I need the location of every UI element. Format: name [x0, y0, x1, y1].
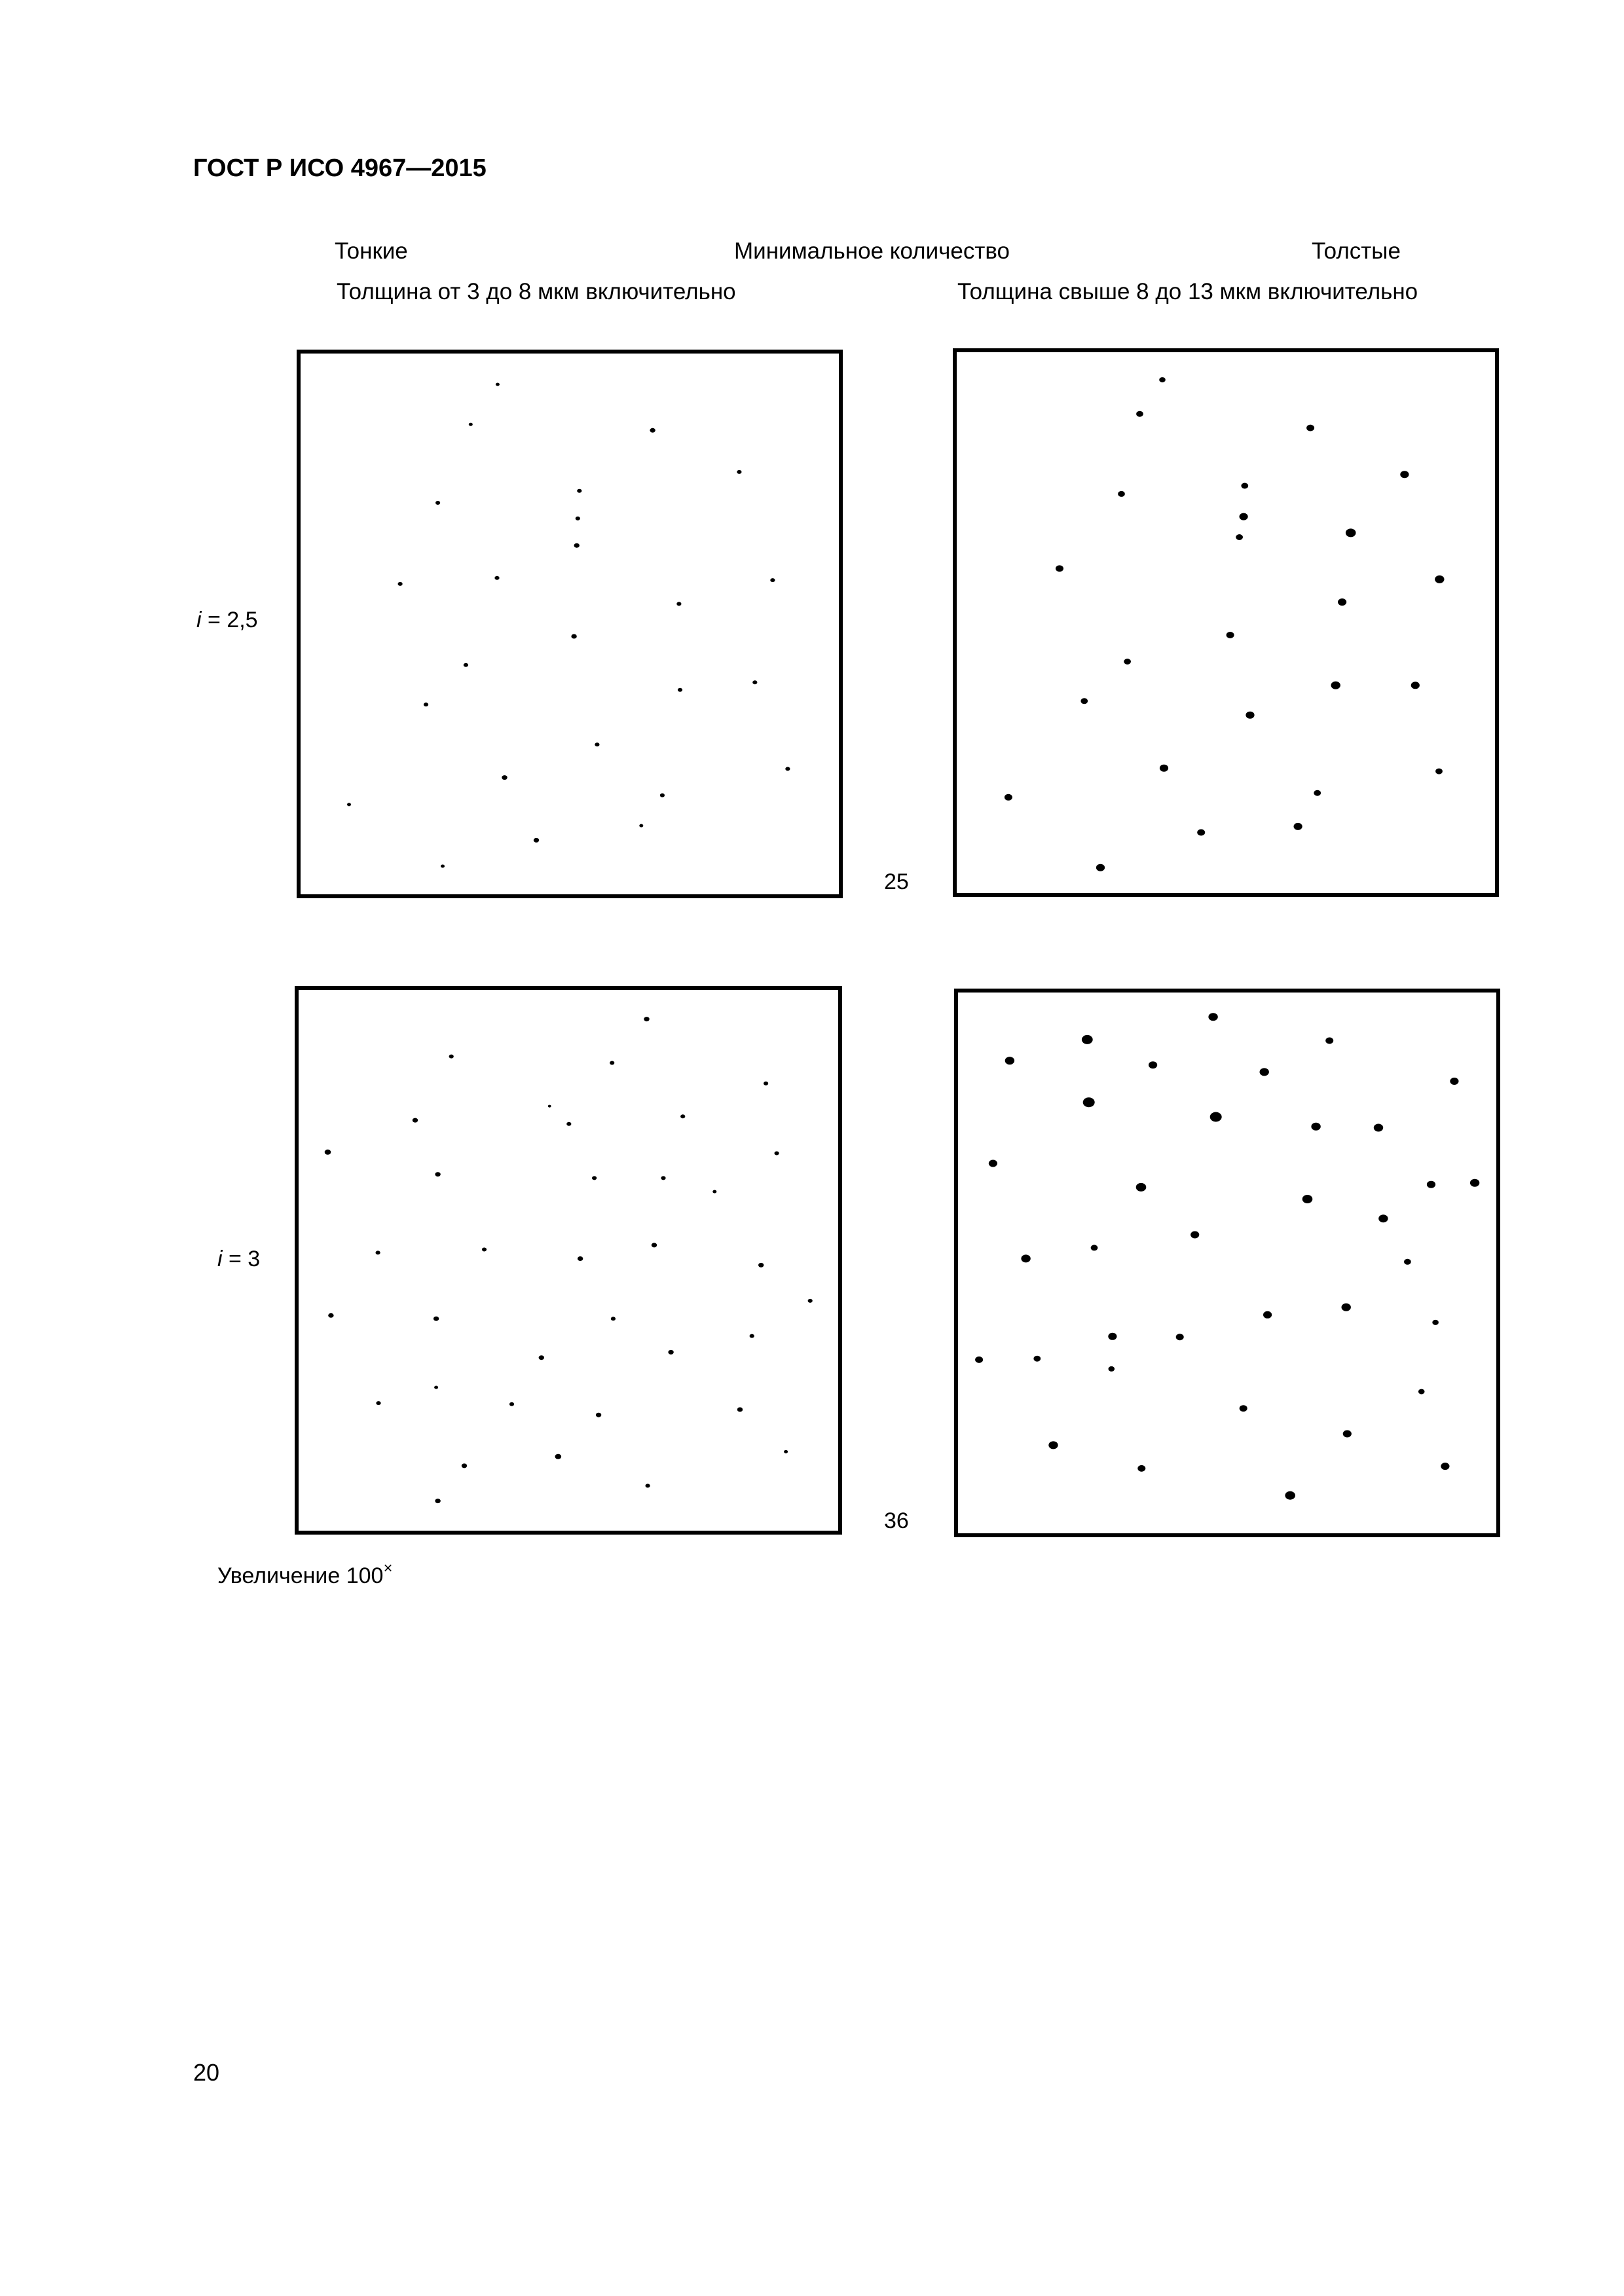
inclusion-dot [737, 470, 741, 474]
magnification-note [217, 1559, 393, 1588]
inclusion-dot [712, 1190, 716, 1194]
inclusion-dot [1109, 1366, 1115, 1372]
inclusion-dot [750, 1334, 754, 1338]
inclusion-dot [1374, 1124, 1383, 1132]
inclusion-dot [652, 1243, 657, 1247]
inclusion-dot [1118, 491, 1125, 497]
inclusion-dot [1263, 1311, 1272, 1319]
inclusion-dot [462, 1463, 467, 1468]
inclusion-dot [398, 582, 403, 586]
inclusion-dot [496, 383, 500, 386]
inclusion-dot [1302, 1195, 1313, 1203]
inclusion-dot [611, 1317, 616, 1321]
inclusion-dot [1470, 1179, 1479, 1187]
inclusion-dot [1311, 1123, 1320, 1131]
inclusion-dot [576, 517, 580, 520]
inclusion-dot [1427, 1181, 1435, 1188]
inclusion-dot [989, 1160, 997, 1167]
inclusion-dot [469, 423, 473, 426]
inclusion-dot [1056, 565, 1063, 572]
inclusion-dot [502, 775, 507, 780]
inclusion-dot [1149, 1061, 1157, 1068]
inclusion-dot [566, 1122, 571, 1126]
inclusion-dot [574, 543, 580, 548]
inclusion-dot [1435, 769, 1443, 774]
inclusion-dot [482, 1248, 487, 1252]
inclusion-dot [595, 742, 599, 746]
inclusion-dot [1411, 682, 1420, 689]
inclusion-dot [1005, 1057, 1014, 1065]
thin-label: Тонкие [335, 238, 408, 264]
min-count-label: Минимальное количество [734, 238, 1010, 264]
min-count-row-1: 25 [884, 869, 909, 894]
inclusion-dot [737, 1408, 743, 1412]
thick-label: Толстые [1312, 238, 1401, 264]
inclusion-dot [1325, 1038, 1333, 1044]
inclusion-dot [784, 1450, 788, 1453]
inclusions-plot [301, 354, 839, 894]
inclusion-dot [1021, 1254, 1030, 1262]
inclusion-dot [435, 1499, 440, 1503]
inclusion-dot [376, 1250, 380, 1254]
inclusions-plot [957, 352, 1495, 893]
index-label-row-2 [217, 1248, 260, 1270]
inclusion-dot [1005, 794, 1012, 801]
inclusion-dot [534, 838, 539, 843]
inclusion-dot [1260, 1068, 1269, 1076]
inclusion-dot [1404, 1259, 1411, 1265]
inclusion-dot [1306, 425, 1314, 431]
index-value: = 3 [222, 1247, 261, 1271]
inclusion-dot [1096, 864, 1105, 871]
inclusion-dot [1246, 712, 1254, 719]
inclusion-dot [661, 1176, 665, 1180]
inclusion-dot [1190, 1231, 1199, 1239]
inclusion-dot [1160, 765, 1168, 772]
inclusion-dot [1082, 1035, 1093, 1044]
inclusion-dot [650, 428, 655, 433]
inclusion-dot [1124, 659, 1131, 665]
thick-inclusions-panel-i-3 [954, 989, 1500, 1537]
inclusion-dot [775, 1152, 779, 1156]
inclusion-dot [578, 1256, 583, 1261]
inclusion-dot [571, 634, 576, 639]
thin-inclusions-panel-i-3 [295, 986, 842, 1535]
inclusion-dot [1441, 1463, 1449, 1470]
inclusion-dot [1338, 598, 1346, 606]
inclusion-dot [1176, 1334, 1184, 1340]
inclusion-dot [577, 489, 581, 493]
inclusion-dot [1048, 1441, 1058, 1449]
inclusion-dot [1450, 1078, 1458, 1085]
inclusion-dot [1435, 575, 1444, 583]
inclusion-dot [610, 1061, 614, 1065]
inclusions-plot [958, 993, 1496, 1533]
inclusion-dot [785, 767, 790, 771]
inclusion-dot [347, 803, 351, 806]
inclusion-dot [758, 1263, 764, 1267]
inclusion-dot [770, 578, 775, 582]
inclusion-dot [441, 865, 445, 868]
magnification-label: Увеличение 100 [217, 1563, 384, 1588]
index-symbol: i [217, 1247, 223, 1271]
inclusion-dot [376, 1401, 380, 1405]
inclusion-dot [1208, 1013, 1217, 1021]
inclusion-dot [1083, 1097, 1095, 1107]
inclusion-dot [325, 1150, 331, 1155]
inclusion-dot [1432, 1320, 1439, 1325]
inclusion-dot [764, 1082, 768, 1085]
inclusion-dot [592, 1176, 597, 1180]
inclusion-dot [539, 1355, 544, 1360]
min-count-row-2: 36 [884, 1508, 909, 1533]
inclusion-dot [435, 1172, 440, 1176]
inclusion-dot [1033, 1356, 1041, 1362]
inclusion-dot [1136, 411, 1143, 417]
thick-inclusions-panel-i-2-5 [953, 348, 1499, 897]
inclusion-dot [1240, 513, 1248, 520]
inclusion-dot [1285, 1491, 1295, 1500]
inclusion-dot [1418, 1389, 1425, 1394]
inclusion-dot [1210, 1112, 1222, 1122]
inclusion-dot [548, 1105, 551, 1108]
inclusion-dot [596, 1413, 601, 1417]
index-value: = 2,5 [201, 608, 258, 632]
inclusion-dot [1159, 377, 1166, 382]
inclusion-dot [1294, 823, 1302, 830]
inclusion-dot [1331, 682, 1340, 689]
inclusions-plot [299, 990, 838, 1531]
inclusion-dot [680, 1114, 685, 1118]
inclusion-dot [644, 1017, 649, 1021]
inclusion-dot [1108, 1333, 1116, 1340]
thin-thickness-range: Толщина от 3 до 8 мкм включительно [337, 279, 736, 304]
inclusion-dot [1080, 698, 1088, 704]
inclusion-dot [449, 1055, 454, 1059]
index-symbol: i [196, 608, 202, 632]
inclusion-dot [1343, 1430, 1352, 1438]
inclusion-dot [1137, 1465, 1145, 1472]
inclusion-dot [646, 1484, 650, 1487]
inclusion-dot [660, 793, 665, 797]
inclusion-dot [1227, 632, 1234, 638]
inclusion-dot [668, 1350, 673, 1355]
inclusion-dot [555, 1454, 562, 1459]
inclusion-dot [1241, 483, 1248, 489]
inclusion-dot [808, 1299, 813, 1303]
thin-inclusions-panel-i-2-5 [297, 350, 843, 898]
inclusion-dot [413, 1118, 418, 1123]
inclusion-dot [1197, 829, 1205, 836]
index-label-row-1 [196, 609, 258, 631]
inclusion-dot [1236, 534, 1243, 540]
thick-thickness-range: Толщина свыше 8 до 13 мкм включительно [957, 279, 1418, 304]
page-number: 20 [193, 2059, 220, 2086]
document-code: ГОСТ Р ИСО 4967—2015 [193, 155, 487, 182]
inclusion-dot [1342, 1303, 1351, 1311]
inclusion-dot [975, 1357, 983, 1363]
inclusion-dot [435, 501, 440, 505]
inclusion-dot [509, 1402, 514, 1406]
inclusion-dot [328, 1313, 333, 1318]
inclusion-dot [424, 702, 428, 706]
inclusion-dot [434, 1317, 439, 1321]
inclusion-dot [1346, 528, 1356, 537]
inclusion-dot [1400, 471, 1409, 478]
inclusion-dot [434, 1386, 438, 1389]
inclusion-dot [1091, 1245, 1098, 1250]
inclusion-dot [1240, 1405, 1247, 1412]
inclusion-dot [676, 602, 681, 606]
inclusion-dot [1378, 1214, 1388, 1222]
inclusion-dot [752, 680, 757, 684]
inclusion-dot [678, 688, 682, 692]
inclusion-dot [494, 576, 499, 580]
magnification-suffix: × [383, 1559, 393, 1577]
inclusion-dot [639, 824, 643, 828]
inclusion-dot [1314, 790, 1321, 796]
inclusion-dot [1136, 1183, 1147, 1192]
inclusion-dot [464, 663, 468, 667]
